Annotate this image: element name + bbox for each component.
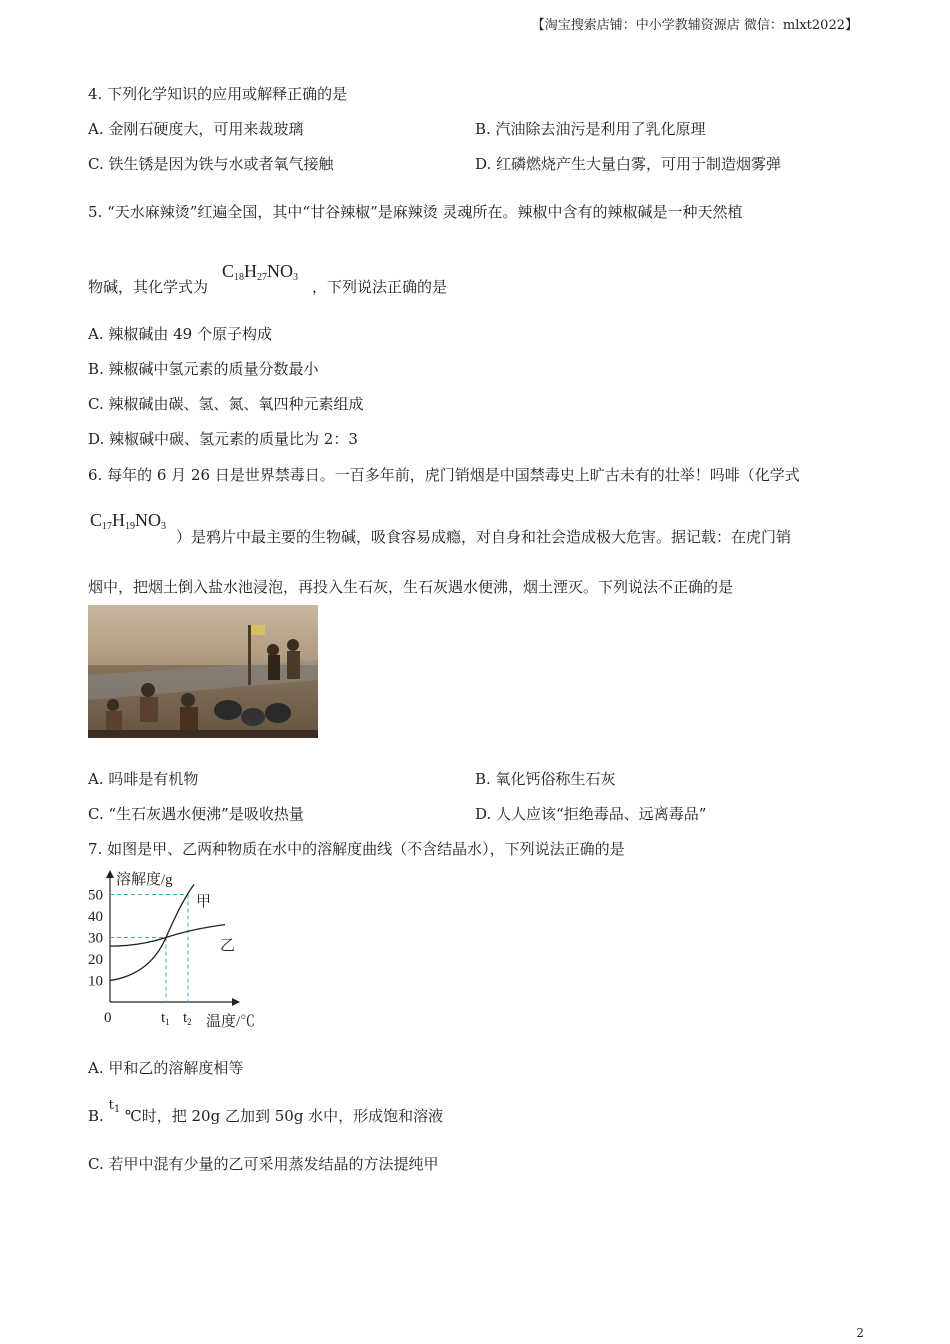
chart-ylabel: 溶解度/g (116, 872, 173, 888)
q6-line2: ）是鸦片中最主要的生物碱，吸食容易成瘾，对自身和社会造成极大危害。据记载：在虎门销 (176, 528, 792, 546)
series-yi-label: 乙 (220, 938, 236, 954)
q6-line3: 烟中，把烟土倒入盐水池浸泡，再投入生石灰，生石灰遇水便沸，烟土湮灭。下列说法不正确的是 (88, 578, 734, 596)
q7-stem: 7. 如图是甲、乙两种物质在水中的溶解度曲线（不含结晶水），下列说法正确的是 (88, 840, 625, 858)
q4-option-d: D. 红磷燃烧产生大量白雾，可用于制造烟雾弹 (475, 155, 782, 173)
q6-option-a: A. 吗啡是有机物 (88, 770, 199, 788)
q5-line1: 5. “天水麻辣烫”红遍全国，其中“甘谷辣椒”是麻辣烫 灵魂所在。辣椒中含有的辣椒碱是一种天然植 (88, 203, 743, 221)
q4-option-c: C. 铁生锈是因为铁与水或者氧气接触 (88, 155, 334, 173)
q7-option-c: C. 若甲中混有少量的乙可采用蒸发结晶的方法提纯甲 (88, 1155, 439, 1173)
q6-formula: $C_{17}H_{19}NO_3$ (90, 510, 167, 532)
q7-option-b: B. $t^1$ ℃时，把 20g 乙加到 50g 水中，形成饱和溶液 (88, 1098, 444, 1125)
y-tick-label: 50 (88, 887, 103, 904)
q5-line2-pre: 物碱，其化学式为 (88, 278, 209, 296)
q5-formula: $C_{18}H_{27}NO_3$ (222, 261, 299, 283)
y-tick-label: 10 (88, 973, 103, 990)
y-tick-label: 20 (88, 952, 103, 968)
y-tick-label: 40 (88, 909, 103, 925)
chart-origin-label: 0 (104, 1010, 112, 1026)
q6-option-d: D. 人人应该“拒绝毒品、远离毒品” (475, 805, 707, 823)
q4-stem: 4. 下列化学知识的应用或解释正确的是 (88, 85, 348, 103)
humen-opium-burning-photo (88, 605, 318, 738)
q5-option-c: C. 辣椒碱由碳、氢、氮、氧四种元素组成 (88, 395, 364, 413)
q6-option-c: C. “生石灰遇水便沸”是吸收热量 (88, 805, 304, 823)
page-header: 【淘宝搜索店铺：中小学教辅资源店 微信：mlxt2022】 (531, 18, 858, 33)
q6-option-b: B. 氧化钙俗称生石灰 (475, 770, 616, 788)
x-tick-label: $t_2$ (183, 1010, 192, 1027)
q5-option-b: B. 辣椒碱中氢元素的质量分数最小 (88, 360, 319, 378)
y-axis-arrow (106, 870, 114, 878)
x-axis-arrow (232, 998, 240, 1006)
q6-line1: 6. 每年的 6 月 26 日是世界禁毒日。一百多年前，虎门销烟是中国禁毒史上旷古未有的壮举！吗啡（化学式 (88, 466, 800, 484)
chart-xlabel: 温度/℃ (206, 1014, 256, 1030)
series-jia-label: 甲 (196, 894, 212, 910)
x-tick-label: $t_1$ (161, 1010, 170, 1027)
q5-line2-post: ，下列说法正确的是 (312, 278, 448, 296)
q7-option-a: A. 甲和乙的溶解度相等 (88, 1059, 244, 1077)
q5-option-a: A. 辣椒碱由 49 个原子构成 (88, 325, 272, 343)
q5-option-d: D. 辣椒碱中碳、氢元素的质量比为 2：3 (88, 430, 358, 448)
solubility-chart (80, 862, 280, 1037)
q4-option-b: B. 汽油除去油污是利用了乳化原理 (475, 120, 706, 138)
y-tick-label: 30 (88, 930, 103, 947)
q4-option-a: A. 金刚石硬度大，可用来裁玻璃 (88, 120, 304, 138)
page-number: 2 (856, 1326, 864, 1340)
